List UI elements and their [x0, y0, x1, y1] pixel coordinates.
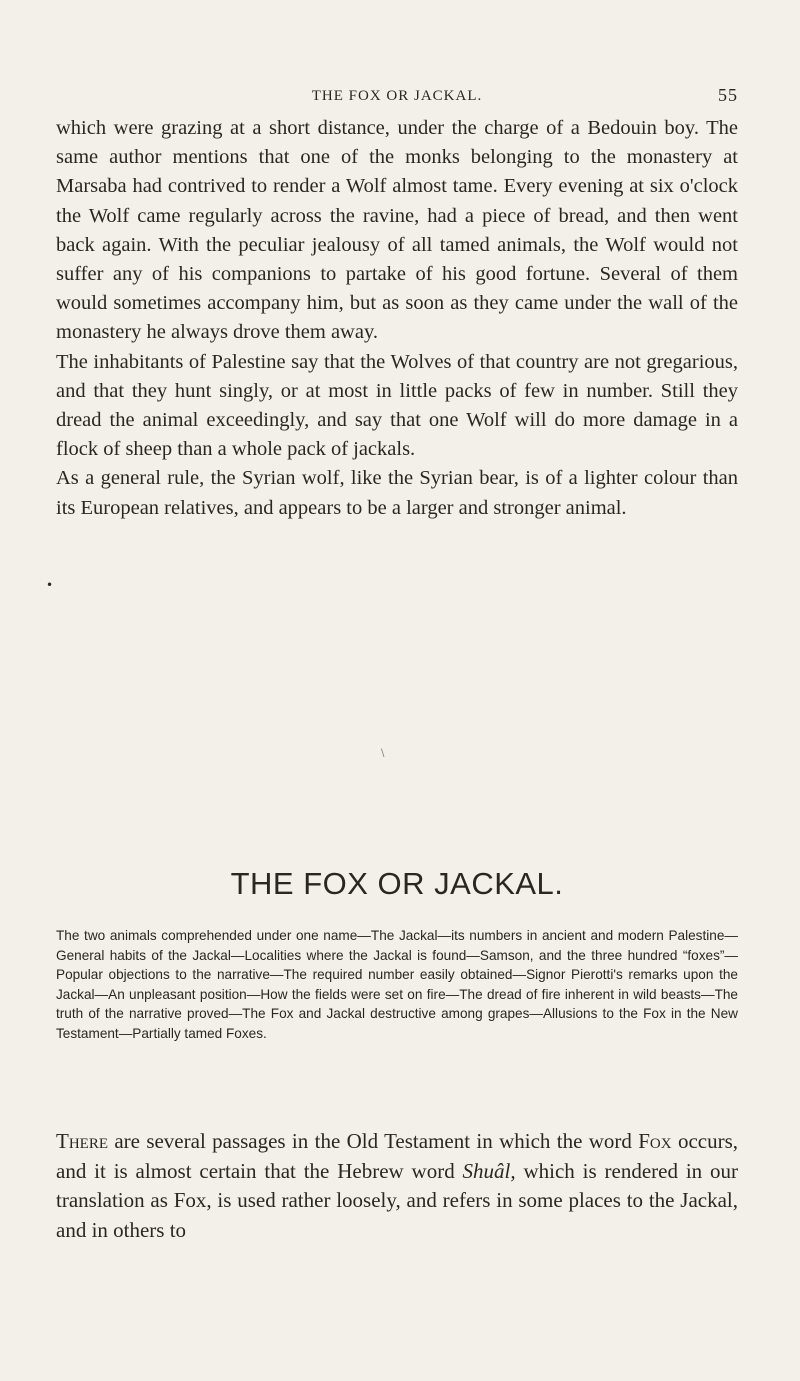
body-text: [56, 114, 738, 523]
paragraph-1: which were grazing at a short distance, under the charge of a Bedouin boy. The same author mentions that one of the monks belonging to the monastery at Marsaba had contrived to render a Wolf almost tame. Every evening at six o'clock the Wolf came regularly across the ravine, had a piece of bread, and then went back again. With the peculiar jealousy of all tamed animals, the Wolf would not suffer any of his companions to partake of his good fortune. Several of them would sometimes accompany him, but as soon as they came under the wall of the monastery he always drove them away.: [56, 117, 738, 344]
stray-mark: \: [381, 748, 385, 759]
running-head: [56, 85, 738, 112]
opening-dropword: There: [56, 1129, 108, 1153]
chapter-summary: The two animals comprehended under one name—The Jackal—its numbers in ancient and modern Palestine—General habits of the Jackal—Localities where the Jackal is found—Samson, and the three hundred “foxes”—Popular objections to the narrative—The required number easily obtained—Signor Pierotti's remarks upon the Jackal—An unpleasant position—How the fields were set on fire—The dread of fire inherent in wild beasts—The truth of the narrative proved—The Fox and Jackal destructive among grapes—Allusions to the Fox in the New Testament—Partially tamed Foxes.: [56, 928, 738, 1041]
paragraph-2: The inhabitants of Palestine say that the Wolves of that country are not gregarious, and that they hunt singly, or at most in little packs of few in number. Still they dread the animal exceedingly, and say that one Wolf will do more damage in a flock of sheep than a whole pack of jackals.: [56, 350, 738, 461]
running-title: THE FOX OR JACKAL.: [311, 88, 483, 104]
opening-text-c: which is rendered in our translation as Fox, is used rather loosely, and refers in some places to the Jackal, and in others to: [56, 1158, 738, 1242]
chapter-opening-paragraph: [56, 1127, 738, 1245]
opening-fox-word: Fox: [638, 1129, 672, 1153]
opening-text-a: are several passages in the Old Testament in which the word: [108, 1129, 639, 1153]
paragraph-3: As a general rule, the Syrian wolf, like the Syrian bear, is of a lighter colour than its European relatives, and appears to be a larger and stronger animal.: [56, 467, 738, 519]
page-number: 55: [718, 85, 738, 105]
opening-hebrew-word: Shuâl,: [462, 1158, 516, 1183]
margin-mark: •: [46, 578, 54, 592]
opening-text-b: occurs, and it is almost certain that the Hebrew word: [56, 1129, 739, 1183]
chapter-title: THE FOX OR JACKAL.: [230, 866, 564, 901]
